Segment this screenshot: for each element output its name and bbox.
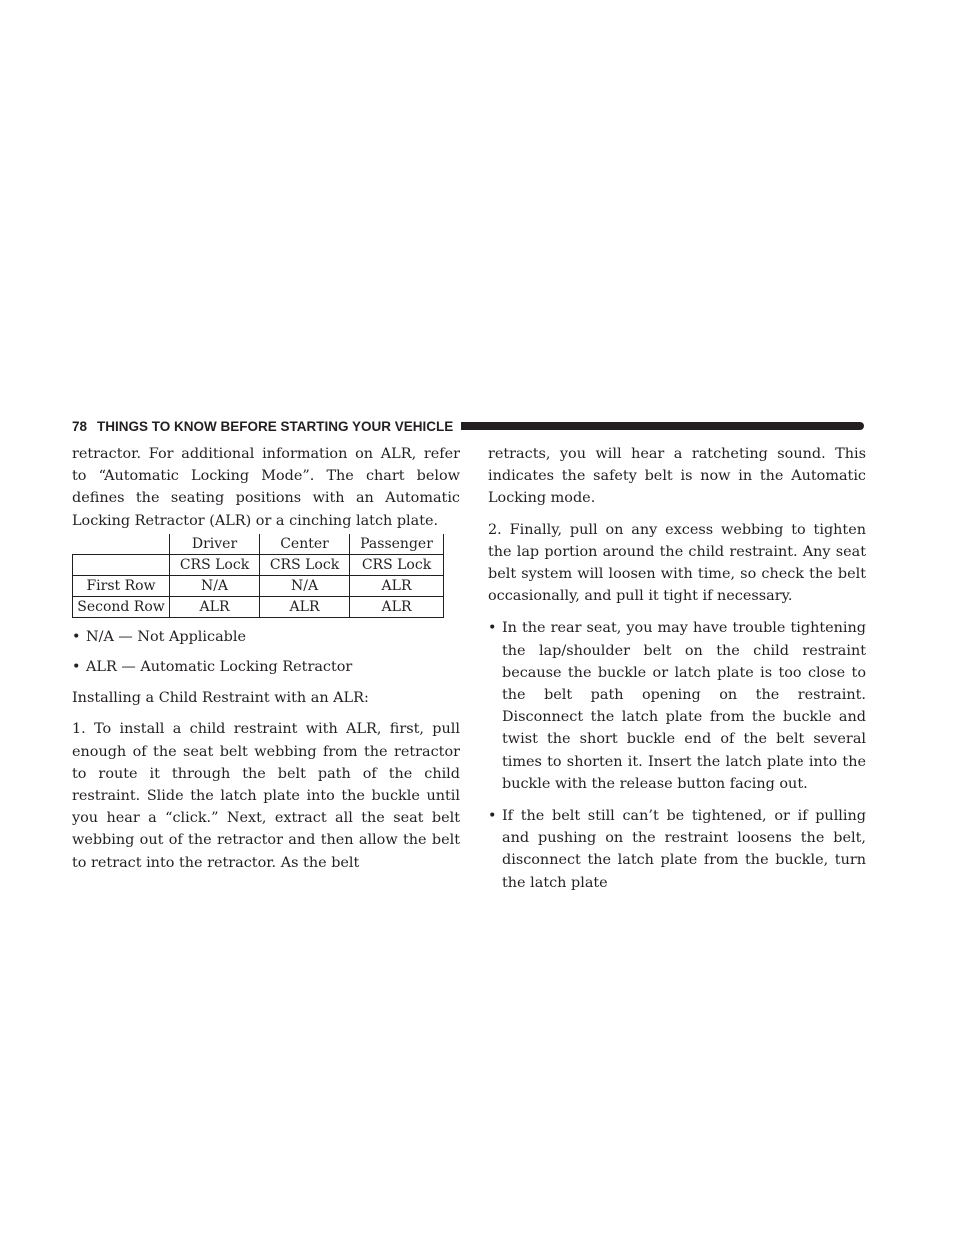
right-column	[488, 443, 866, 894]
step-1-paragraph: 1. To install a child restraint with ALR, first, pull enough of the seat belt webbing from the retractor to route it through the belt path of the child restraint. Slide the latch plate into the buckle until you hear a “click.” Next, extract all the seat belt webbing out of the retractor and then allow the belt to retract into the retractor. As the belt	[72, 721, 460, 871]
table-cell: CRS Lock	[350, 554, 444, 575]
left-column	[72, 443, 460, 874]
list-item	[72, 626, 460, 648]
bullet-icon: •	[488, 808, 497, 825]
intro-paragraph: retractor. For additional information on ALR, refer to “Automatic Locking Mode”. The chart below defines the seating positions with an Automatic Locking Retractor (ALR) or a cinching latch plate.	[72, 446, 460, 529]
step-2-paragraph: 2. Finally, pull on any excess webbing to tighten the lap portion around the child restraint. Any seat belt system will loosen with time, so check the belt occasionally, and pull it tight if necessary.	[488, 521, 866, 605]
list-item	[72, 656, 460, 678]
table-cell: Driver	[170, 534, 260, 555]
bullet-text: In the rear seat, you may have trouble tightening the lap/shoulder belt on the child restraint because the buckle or latch plate is too close to the belt path opening on the restraint. Disconnect the latch plate from the buckle and twist the short buckle end of the belt several times to shorten it. Insert the latch plate into the buckle with the release button facing out.	[502, 620, 866, 792]
list-item	[488, 805, 866, 894]
table-cell	[73, 534, 170, 555]
table-cell: Second Row	[73, 596, 170, 617]
table-cell: N/A	[170, 575, 260, 596]
page-header	[72, 416, 864, 436]
table-cell: ALR	[170, 596, 260, 617]
header-rule	[461, 422, 864, 430]
table-cell: CRS Lock	[260, 554, 350, 575]
table-cell: ALR	[350, 596, 444, 617]
table-cell: CRS Lock	[170, 554, 260, 575]
bullet-text: N/A — Not Applicable	[86, 628, 246, 645]
continued-paragraph: retracts, you will hear a ratcheting sound. This indicates the safety belt is now in the Automatic Locking mode.	[488, 446, 866, 507]
section-title: THINGS TO KNOW BEFORE STARTING YOUR VEHICLE	[97, 418, 454, 434]
table-row	[73, 554, 444, 575]
table-cell: N/A	[260, 575, 350, 596]
table-cell: ALR	[350, 575, 444, 596]
bullet-text: ALR — Automatic Locking Retractor	[86, 659, 353, 676]
table-cell: Passenger	[350, 534, 444, 555]
list-item	[488, 617, 866, 795]
bullet-icon: •	[488, 620, 497, 637]
table-cell: ALR	[260, 596, 350, 617]
table-cell	[73, 554, 170, 575]
seating-positions-table	[72, 534, 444, 618]
page-number: 78	[72, 418, 88, 434]
table-cell: Center	[260, 534, 350, 555]
installing-heading: Installing a Child Restraint with an ALR:	[72, 690, 369, 707]
bullet-icon: •	[72, 659, 81, 676]
table-cell: First Row	[73, 575, 170, 596]
table-header-row	[73, 534, 444, 555]
bullet-icon: •	[72, 628, 81, 645]
table-row	[73, 575, 444, 596]
bullet-text: If the belt still can’t be tightened, or if pulling and pushing on the restraint loosens the belt, disconnect the latch plate from the buckle, turn the latch plate	[502, 808, 866, 891]
table-row	[73, 596, 444, 617]
